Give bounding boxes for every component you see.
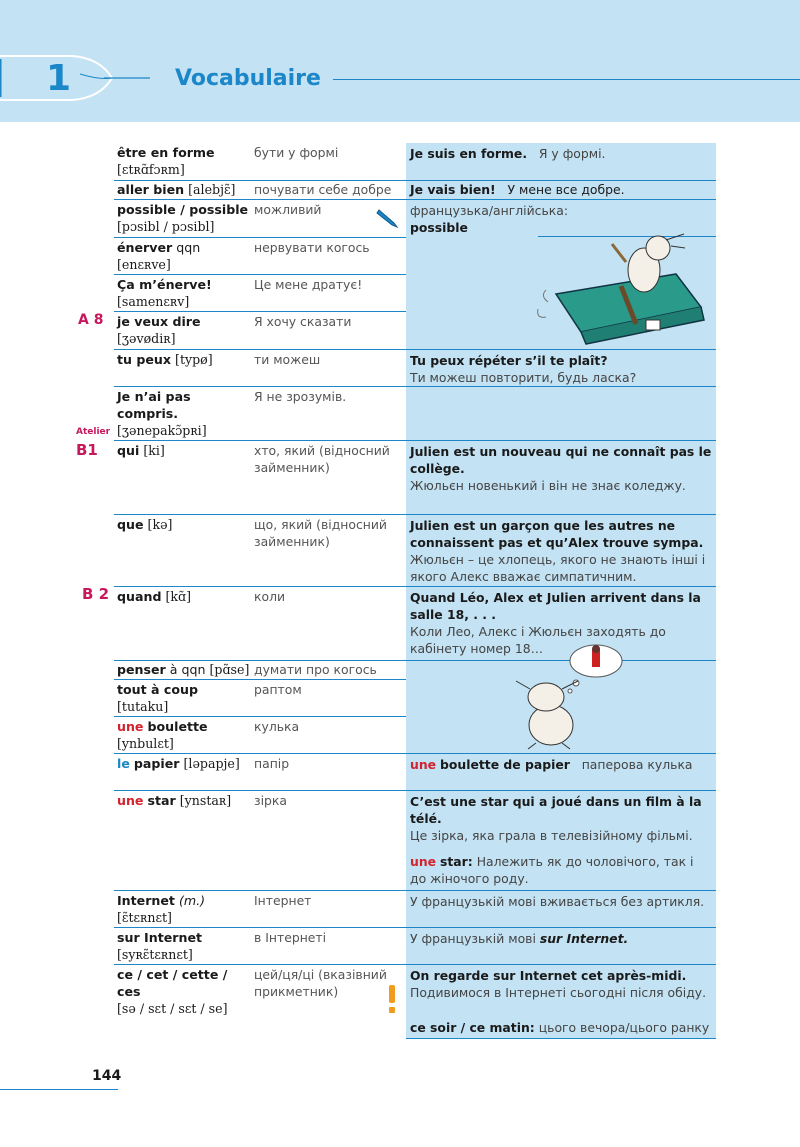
- example-translation: Я у формі.: [538, 146, 606, 161]
- article: une: [410, 757, 437, 772]
- article: une: [117, 719, 144, 734]
- chapter-number: 1: [46, 58, 72, 99]
- vocab-row: [114, 387, 716, 440]
- note-text: французька/англійська:: [410, 203, 569, 218]
- french-term: Je n’ai pas compris.: [117, 389, 191, 421]
- french-term: énerver qqn [enɛʀve]: [117, 240, 201, 272]
- page-number: 144: [92, 1068, 122, 1084]
- translation: Я хочу сказати: [254, 314, 352, 329]
- vocab-row: [114, 791, 716, 890]
- french-term: penser à qqn [pɑ̃se]: [117, 662, 250, 677]
- phonetic: [syʀɛ̃tɛʀnɛt]: [117, 947, 193, 962]
- example-text: Je vais bien!: [410, 182, 496, 197]
- phonetic: [ʒəvødiʀ]: [117, 331, 176, 346]
- phonetic: [tutaku]: [117, 699, 169, 714]
- note-word: ce soir / ce matin:: [410, 1020, 535, 1035]
- example-text: Tu peux répéter s’il te plaît?: [410, 353, 608, 368]
- vocab-row: [114, 661, 716, 679]
- example-translation: Подивимося в Інтернеті сьогодні після обіду.: [410, 985, 707, 1000]
- translation: раптом: [254, 682, 302, 697]
- example-translation: У мене все добре.: [507, 182, 625, 197]
- vocab-row: [114, 891, 716, 927]
- chapter-tab: [0, 40, 160, 120]
- title-rule: [333, 79, 800, 80]
- example-text: On regarde sur Internet cet après-midi.: [410, 968, 687, 983]
- translation: можливий: [254, 202, 322, 217]
- phonetic: [enɛʀve]: [117, 257, 171, 272]
- example-cell: [406, 441, 716, 514]
- phonetic: [ynstaʀ]: [179, 793, 232, 808]
- translation: Інтернет: [254, 893, 312, 908]
- note-word: sur Internet.: [539, 931, 629, 946]
- margin-label-b2: B 2: [82, 585, 110, 603]
- margin-label-a8: A 8: [78, 312, 104, 328]
- translation: цей/ця/ці (вказівний прикметник): [254, 967, 387, 999]
- article: une: [410, 854, 437, 869]
- example-text: Je suis en forme.: [410, 146, 528, 161]
- phonetic: [ynbulɛt]: [117, 736, 174, 751]
- note-text: Належить як до чоловічого, так і до жіночого роду.: [410, 854, 694, 886]
- note-word: star:: [440, 854, 473, 869]
- translation: в Інтернеті: [254, 930, 327, 945]
- margin-label-atelier: Atelier: [76, 427, 111, 437]
- row-divider: [406, 1038, 716, 1039]
- exclamation-icon: [386, 983, 398, 1015]
- phonetic: [ɛ̃tɛʀnɛt]: [117, 910, 172, 925]
- example-text: Julien est un nouveau qui ne connaît pas le collège.: [410, 444, 712, 476]
- phonetic: [alebjɛ̃]: [188, 182, 236, 197]
- page-title: Vocabulaire: [175, 66, 321, 91]
- phonetic: [samenɛʀv]: [117, 294, 190, 309]
- french-term: je veux dire [ʒəvødiʀ]: [117, 314, 201, 346]
- phonetic: [sə / sɛt / sɛt / se]: [117, 1001, 228, 1016]
- pencil-icon: [376, 206, 400, 228]
- french-term: aller bien [alebjɛ̃]: [117, 182, 236, 197]
- example-cell: [406, 928, 716, 964]
- vocab-row: [114, 515, 716, 586]
- french-term: une boulette [ynbulɛt]: [117, 719, 208, 751]
- example-cell: [406, 143, 716, 180]
- phonetic: [pɔsibl / pɔsibl]: [117, 219, 215, 234]
- phonetic: [ʒənepakɔ̃pʀi]: [117, 423, 207, 438]
- qqn-marker: à qqn: [169, 662, 206, 677]
- example-translation: Ти можеш повторити, будь ласка?: [410, 370, 637, 385]
- french-term: Internet (m.) [ɛ̃tɛʀnɛt]: [117, 893, 206, 925]
- example-translation: Жюльєн новенький і він не знає коледжу.: [410, 478, 686, 493]
- example-translation: паперова кулька: [581, 757, 693, 772]
- translation: думати про когось: [254, 662, 377, 677]
- qqn-marker: qqn: [176, 240, 201, 255]
- phonetic: [typø]: [175, 352, 213, 367]
- french-term: possible / possible [pɔsibl / pɔsibl]: [117, 202, 249, 234]
- translation: ти можеш: [254, 352, 321, 367]
- example-translation: Коли Лео, Алекс і Жюльєн заходять до кабінету номер 18…: [410, 624, 666, 656]
- vocab-row: [114, 143, 716, 180]
- vocab-row: [114, 680, 716, 716]
- article: une: [117, 793, 144, 808]
- note-text: У французькій мові: [410, 931, 536, 946]
- french-term: une star [ynstaʀ]: [117, 793, 232, 808]
- vocab-row: [114, 200, 716, 237]
- translation: коли: [254, 589, 286, 604]
- footer-rule: [0, 1089, 118, 1090]
- translation: бути у формі: [254, 145, 339, 160]
- phonetic: [ki]: [143, 443, 165, 458]
- french-term: sur Internet [syʀɛ̃tɛʀnɛt]: [117, 930, 203, 962]
- note-text: цього вечора/цього ранку: [538, 1020, 710, 1035]
- phonetic: [ləpapje]: [183, 756, 240, 771]
- french-term: qui [ki]: [117, 443, 165, 458]
- vocab-row: [114, 717, 716, 753]
- vocab-row: [114, 350, 716, 386]
- article: le: [117, 756, 130, 771]
- example-cell: [406, 350, 716, 386]
- translation: почувати себе добре: [254, 182, 392, 197]
- phonetic: [ɛtʀɑ̃fɔʀm]: [117, 162, 185, 177]
- french-term: être en forme [ɛtʀɑ̃fɔʀm]: [117, 145, 215, 177]
- example-cell: [406, 965, 716, 1038]
- translation: папір: [254, 756, 290, 771]
- translation: зірка: [254, 793, 287, 808]
- translation: хто, який (відносний займенник): [254, 443, 390, 475]
- vocab-row: [114, 181, 716, 199]
- note-word: possible: [410, 220, 468, 235]
- vocab-row: [114, 441, 716, 514]
- french-term: le papier [ləpapje]: [117, 756, 240, 771]
- example-translation: Це зірка, яка грала в телевізійному фільмі.: [410, 828, 693, 843]
- phonetic: [pɑ̃se]: [209, 662, 250, 677]
- example-cell: [406, 791, 716, 890]
- example-cell: [406, 891, 716, 927]
- translation: кулька: [254, 719, 300, 734]
- phonetic: [kə]: [147, 517, 173, 532]
- translation: що, який (відносний займенник): [254, 517, 387, 549]
- french-term: ce / cet / cette / ces [sə / sɛt / sɛt / se]: [117, 967, 228, 1016]
- vocab-row: [114, 965, 716, 1038]
- phonetic: [kɑ̃]: [165, 589, 192, 604]
- french-term: que [kə]: [117, 517, 173, 532]
- example-cell: [406, 754, 716, 790]
- vocab-row: [114, 754, 716, 790]
- example-text: Quand Léo, Alex et Julien arrivent dans la salle 18, . . .: [410, 590, 701, 622]
- margin-label-b1: B1: [76, 441, 98, 459]
- translation: нервувати когось: [254, 240, 370, 255]
- vocab-row: [114, 928, 716, 964]
- french-term: tout à coup [tutaku]: [117, 682, 199, 714]
- french-term: tu peux [typø]: [117, 352, 213, 367]
- translation: Я не зрозумів.: [254, 389, 347, 404]
- example-text: boulette de papier: [440, 757, 570, 772]
- example-text: Julien est un garçon que les autres ne connaissent pas et qu’Alex trouve sympa.: [410, 518, 704, 550]
- french-term: Ça m’énerve! [samenɛʀv]: [117, 277, 212, 309]
- vocab-row: [114, 312, 716, 349]
- example-text: C’est une star qui a joué dans un film à la télé.: [410, 794, 702, 826]
- gender-marker: (m.): [178, 893, 206, 908]
- note-text: У французькій мові вживається без артикля.: [410, 894, 705, 909]
- example-cell: [406, 515, 716, 586]
- translation: Це мене дратує!: [254, 277, 363, 292]
- vocab-row: [114, 238, 716, 274]
- example-cell: [406, 387, 716, 440]
- example-translation: Жюльєн – це хлопець, якого не знають інші і якого Алекс вважає симпатичним.: [410, 552, 706, 584]
- example-cell: [406, 181, 716, 199]
- vocab-row: [114, 275, 716, 311]
- french-term: quand [kɑ̃]: [117, 589, 192, 604]
